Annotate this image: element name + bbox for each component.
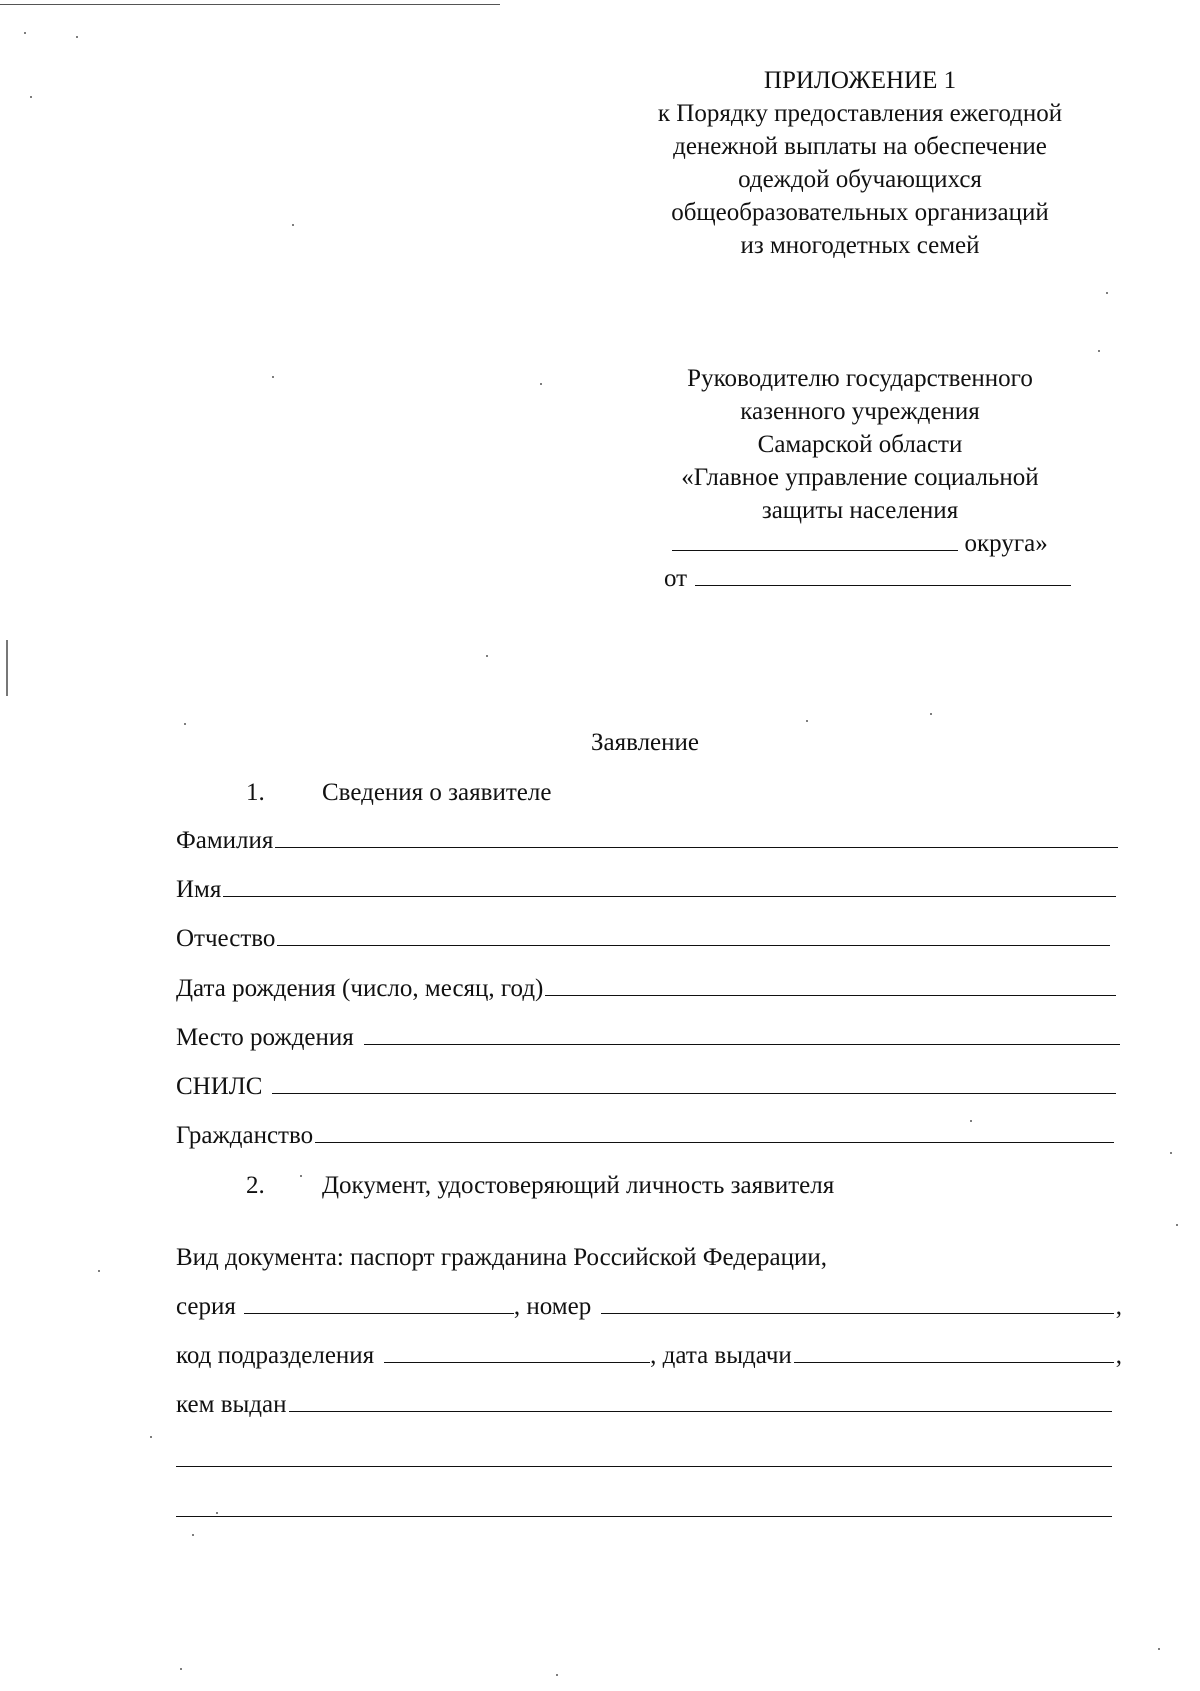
scan-speck (300, 1175, 302, 1177)
scan-speck (150, 1436, 152, 1438)
okrug-row (640, 527, 1080, 560)
scan-speck (1170, 1152, 1172, 1154)
scan-speck (30, 96, 32, 98)
surname-row (176, 825, 1118, 858)
addressee-block (640, 362, 1080, 560)
row-comma: , (1115, 1293, 1122, 1320)
scan-speck (556, 1674, 558, 1676)
doc-type-row (176, 1242, 827, 1275)
birth-date-field[interactable] (545, 973, 1116, 996)
appendix-line: к Порядку предоставления ежегодной (657, 100, 1063, 127)
division-code-label: код подразделения (176, 1342, 375, 1369)
scan-margin-mark (6, 640, 8, 696)
citizenship-row (176, 1120, 1114, 1153)
appendix-line: общеобразовательных организаций (671, 199, 1049, 226)
addressee-line: «Главное управление социальной (681, 464, 1039, 491)
birth-date-row (176, 973, 1116, 1006)
section-title: Документ, удостоверяющий личность заявителя (322, 1172, 835, 1199)
addressee-line: Самарской области (757, 431, 963, 458)
series-number-row (176, 1291, 1122, 1324)
section-number: 1. (246, 779, 265, 806)
scan-speck (180, 1668, 182, 1670)
section-1-heading (246, 777, 551, 810)
surname-field[interactable] (275, 825, 1118, 848)
citizenship-field[interactable] (315, 1120, 1114, 1143)
scan-speck (1158, 1648, 1160, 1650)
division-date-row (176, 1340, 1122, 1373)
patronymic-field[interactable] (277, 923, 1110, 946)
issue-date-label: , дата выдачи (650, 1342, 792, 1369)
scan-speck (540, 383, 542, 385)
patronymic-row (176, 923, 1110, 956)
okrug-suffix: округа» (964, 530, 1048, 557)
scan-speck (98, 1270, 100, 1272)
snils-label: СНИЛС (176, 1073, 263, 1100)
number-label: , номер (513, 1293, 592, 1320)
appendix-line: денежной выплаты на обеспечение (673, 133, 1047, 160)
issued-by-field[interactable] (289, 1389, 1113, 1412)
number-field[interactable] (601, 1291, 1114, 1314)
okrug-name-field[interactable] (672, 528, 958, 551)
birth-place-field[interactable] (364, 1022, 1120, 1045)
series-field[interactable] (244, 1291, 514, 1314)
division-code-field[interactable] (384, 1340, 650, 1363)
row-comma: , (1115, 1342, 1122, 1369)
from-row (664, 563, 1071, 596)
issued-by-continuation-line[interactable] (176, 1466, 1112, 1467)
patronymic-label: Отчество (176, 925, 276, 952)
birth-place-label: Место рождения (176, 1024, 354, 1051)
name-row (176, 874, 1116, 907)
scan-speck (184, 723, 186, 725)
scan-speck (192, 1534, 194, 1536)
snils-field[interactable] (272, 1071, 1116, 1094)
addressee-line: Руководителю государственного (687, 365, 1033, 392)
appendix-title: ПРИЛОЖЕНИЕ 1 (763, 67, 957, 94)
scan-speck (1106, 292, 1108, 294)
scan-edge-line (0, 4, 500, 5)
issued-by-continuation-line[interactable] (176, 1516, 1112, 1517)
issue-date-field[interactable] (794, 1340, 1114, 1363)
appendix-header (600, 64, 1120, 262)
scan-speck (216, 1512, 218, 1514)
name-field[interactable] (223, 874, 1116, 897)
doc-type-text: Вид документа: паспорт гражданина Российской Федерации, (176, 1244, 828, 1271)
appendix-line: из многодетных семей (740, 232, 980, 259)
scan-speck (1098, 350, 1100, 352)
citizenship-label: Гражданство (176, 1122, 314, 1149)
birth-place-row (176, 1022, 1120, 1055)
addressee-line: казенного учреждения (740, 398, 980, 425)
section-2-heading (246, 1170, 834, 1203)
scan-speck (930, 713, 932, 715)
snils-row (176, 1071, 1116, 1104)
section-title: Сведения о заявителе (322, 779, 552, 806)
section-number: 2. (246, 1172, 265, 1199)
scan-speck (76, 36, 78, 38)
scan-speck (486, 655, 488, 657)
issued-by-label: кем выдан (176, 1391, 287, 1418)
birth-date-label: Дата рождения (число, месяц, год) (176, 975, 544, 1002)
issued-by-row (176, 1389, 1112, 1422)
scan-speck (24, 32, 26, 34)
name-label: Имя (176, 876, 222, 903)
scan-speck (970, 1120, 972, 1122)
applicant-from-field[interactable] (695, 563, 1071, 586)
appendix-line: одеждой обучающихся (738, 166, 982, 193)
addressee-line: защиты населения (761, 497, 959, 524)
document-title: Заявление (590, 729, 700, 756)
from-label: от (664, 565, 688, 592)
scan-speck (806, 720, 808, 722)
scan-speck (292, 224, 294, 226)
series-label: серия (176, 1293, 236, 1320)
scan-speck (1176, 1224, 1178, 1226)
scan-speck (272, 376, 274, 378)
surname-label: Фамилия (176, 827, 274, 854)
